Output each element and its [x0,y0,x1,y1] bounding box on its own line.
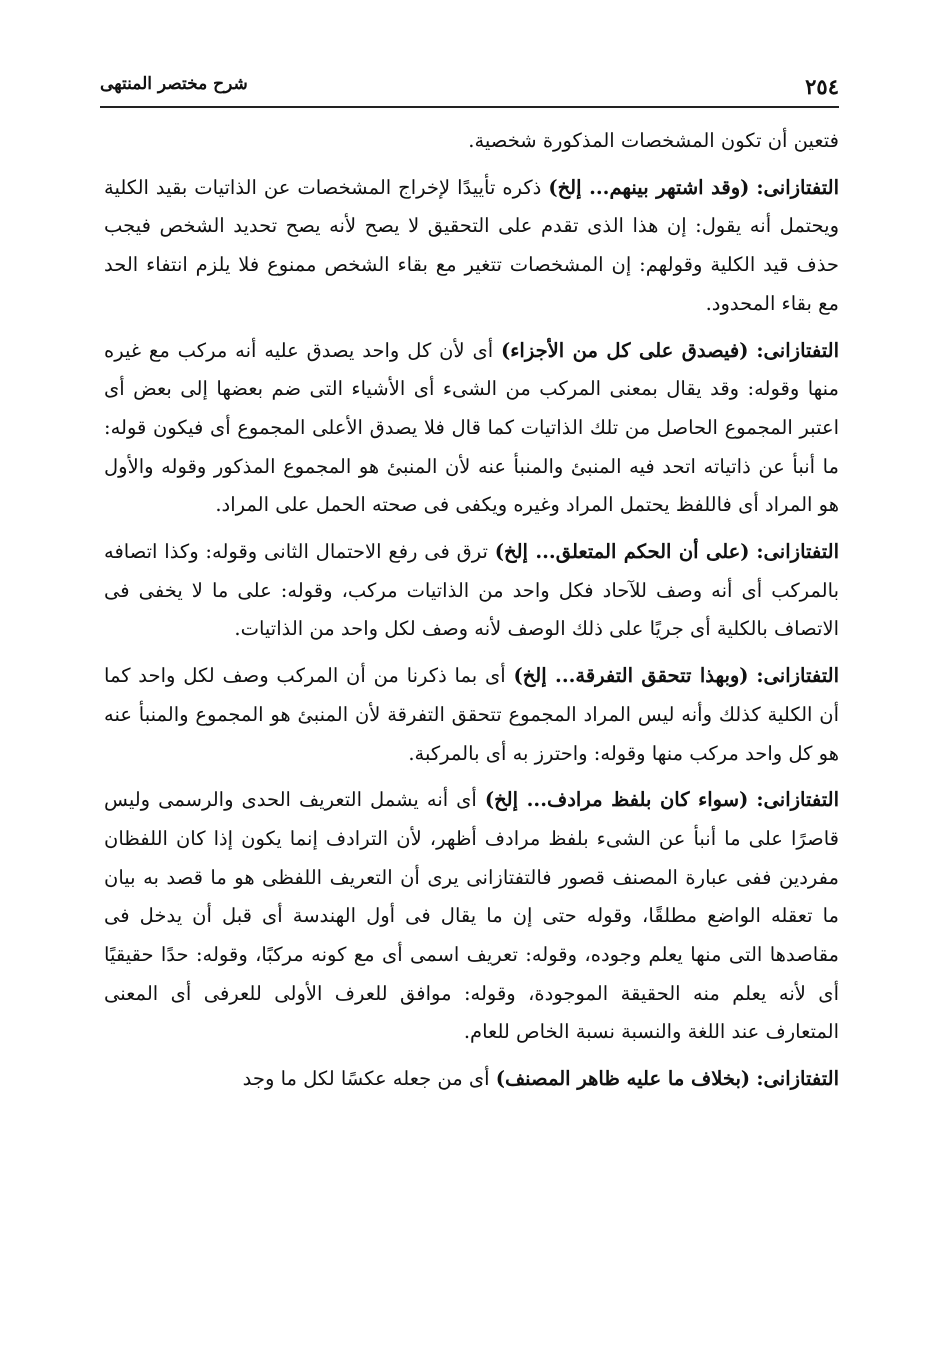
quoted-phrase: (بخلاف ما عليه ظاهر المصنف) [495,1067,751,1091]
commentator-name: التفتازانى: [756,540,840,564]
quoted-phrase: (فيصدق على كل من الأجزاء) [501,338,749,362]
paragraph-text: أى لأن كل واحد يصدق عليه أنه مركب مع غيره منها وقوله: وقد يقال بمعنى المركب من الشىء أى الأشياء التى ضم بعضها إلى بعض أى اعتبر المجموع الحاصل من تلك الذاتيات كما قال فلا يصدق الأعلى المجموع أى فيكون قوله: ما أنبأ عن ذاتياته اتحد فيه المنبئ والمنبأ عنه لأن المنبئ هو المجموع المذكور وقوله والأول هو المراد أى فاللفظ يحتمل المراد وغيره ويكفى فى صحته الحمل على المراد. [104,338,839,517]
paragraph-text: أى من جعله عكسًا لكل ما وجد [242,1067,490,1091]
paragraph-1 [104,122,839,161]
commentator-name: التفتازانى: [756,175,839,199]
paragraph-2 [104,169,839,324]
commentator-name: التفتازانى: [756,788,839,812]
paragraph-3 [104,332,839,526]
quoted-phrase: (سواء كان بلفظ مرادف... إلخ) [484,788,749,812]
paragraph-text: فتعين أن تكون المشخصات المذكورة شخصية. [468,129,839,152]
paragraph-text: أى أنه يشمل التعريف الحدى والرسمى وليس قاصرًا على ما أنبأ عن الشىء بلفظ مرادف أظهر، لأن الترادف إنما يكون إذا كان اللفظان مفردين ففى عبارة المصنف قصور فالتفتازانى يرى أن التعريف اللفظى هو ما قصد به بيان ما تعقله الواضع مطلقًا، وقوله حتى إن ما يقال فى أول الهندسة أى قبل أن يدخل فى مقاصدها التى منها يعلم وجوده، وقوله: تعريف اسمى أى مع كونه مركبًا، وقوله: حدًا حقيقيًا أى لأنه يعلم منه الحقيقة الموجودة، وقوله: موافق للعرف الأولى للعرفى أى المعنى المتعارف عند اللغة والنسبة نسبة الخاص للعام. [104,788,839,1044]
paragraph-text: أى بما ذكرنا من أن المركب وصف لكل واحد كما أن الكلية كذلك وأنه ليس المراد المجموع تتحقق التفرقة لأن المنبئ هو المجموع والمنبأ عنه هو كل واحد مركب منها وقوله: واحترز به أى بالمركبة. [104,664,839,765]
commentator-name: التفتازانى: [756,338,840,362]
paragraph-4 [104,533,839,649]
quoted-phrase: (وقد اشتهر بينهم... إلخ) [548,175,750,199]
quoted-phrase: (على أن الحكم المتعلق... إلخ) [494,540,750,564]
page-number: ٢٥٤ [805,74,839,99]
running-title: شرح مختصر المنتهى [100,74,248,94]
quoted-phrase: (وبهذا تتحقق التفرقة... إلخ) [513,664,749,688]
commentator-name: التفتازانى: [756,1067,839,1091]
paragraph-7 [104,1060,839,1099]
paragraph-6 [104,781,839,1052]
paragraph-text: ترق فى رفع الاحتمال الثانى وقوله: وكذا اتصافه بالمركب أى أنه وصف للآحاد فكل واحد من الذاتيات مركب، وقوله: على ما لا يخفى فى الاتصاف بالكلية أى جريًا على ذلك الوصف لأنه وصف لكل واحد من الذاتيات. [104,540,839,641]
page-header [100,72,839,108]
page-body [104,122,839,1107]
paragraph-5 [104,657,839,773]
commentator-name: التفتازانى: [756,664,839,688]
paragraph-text: ذكره تأييدًا لإخراج المشخصات عن الذاتيات بقيد الكلية ويحتمل أنه يقول: إن هذا الذى تقدم على التحقيق لا يصح لأنه يصح تحديد الشخص فيجب حذف قيد الكلية وقولهم: إن المشخصات تتغير مع بقاء الشخص ممنوع فلا يلزم انتفاء الحد مع بقاء المحدود. [104,175,839,315]
